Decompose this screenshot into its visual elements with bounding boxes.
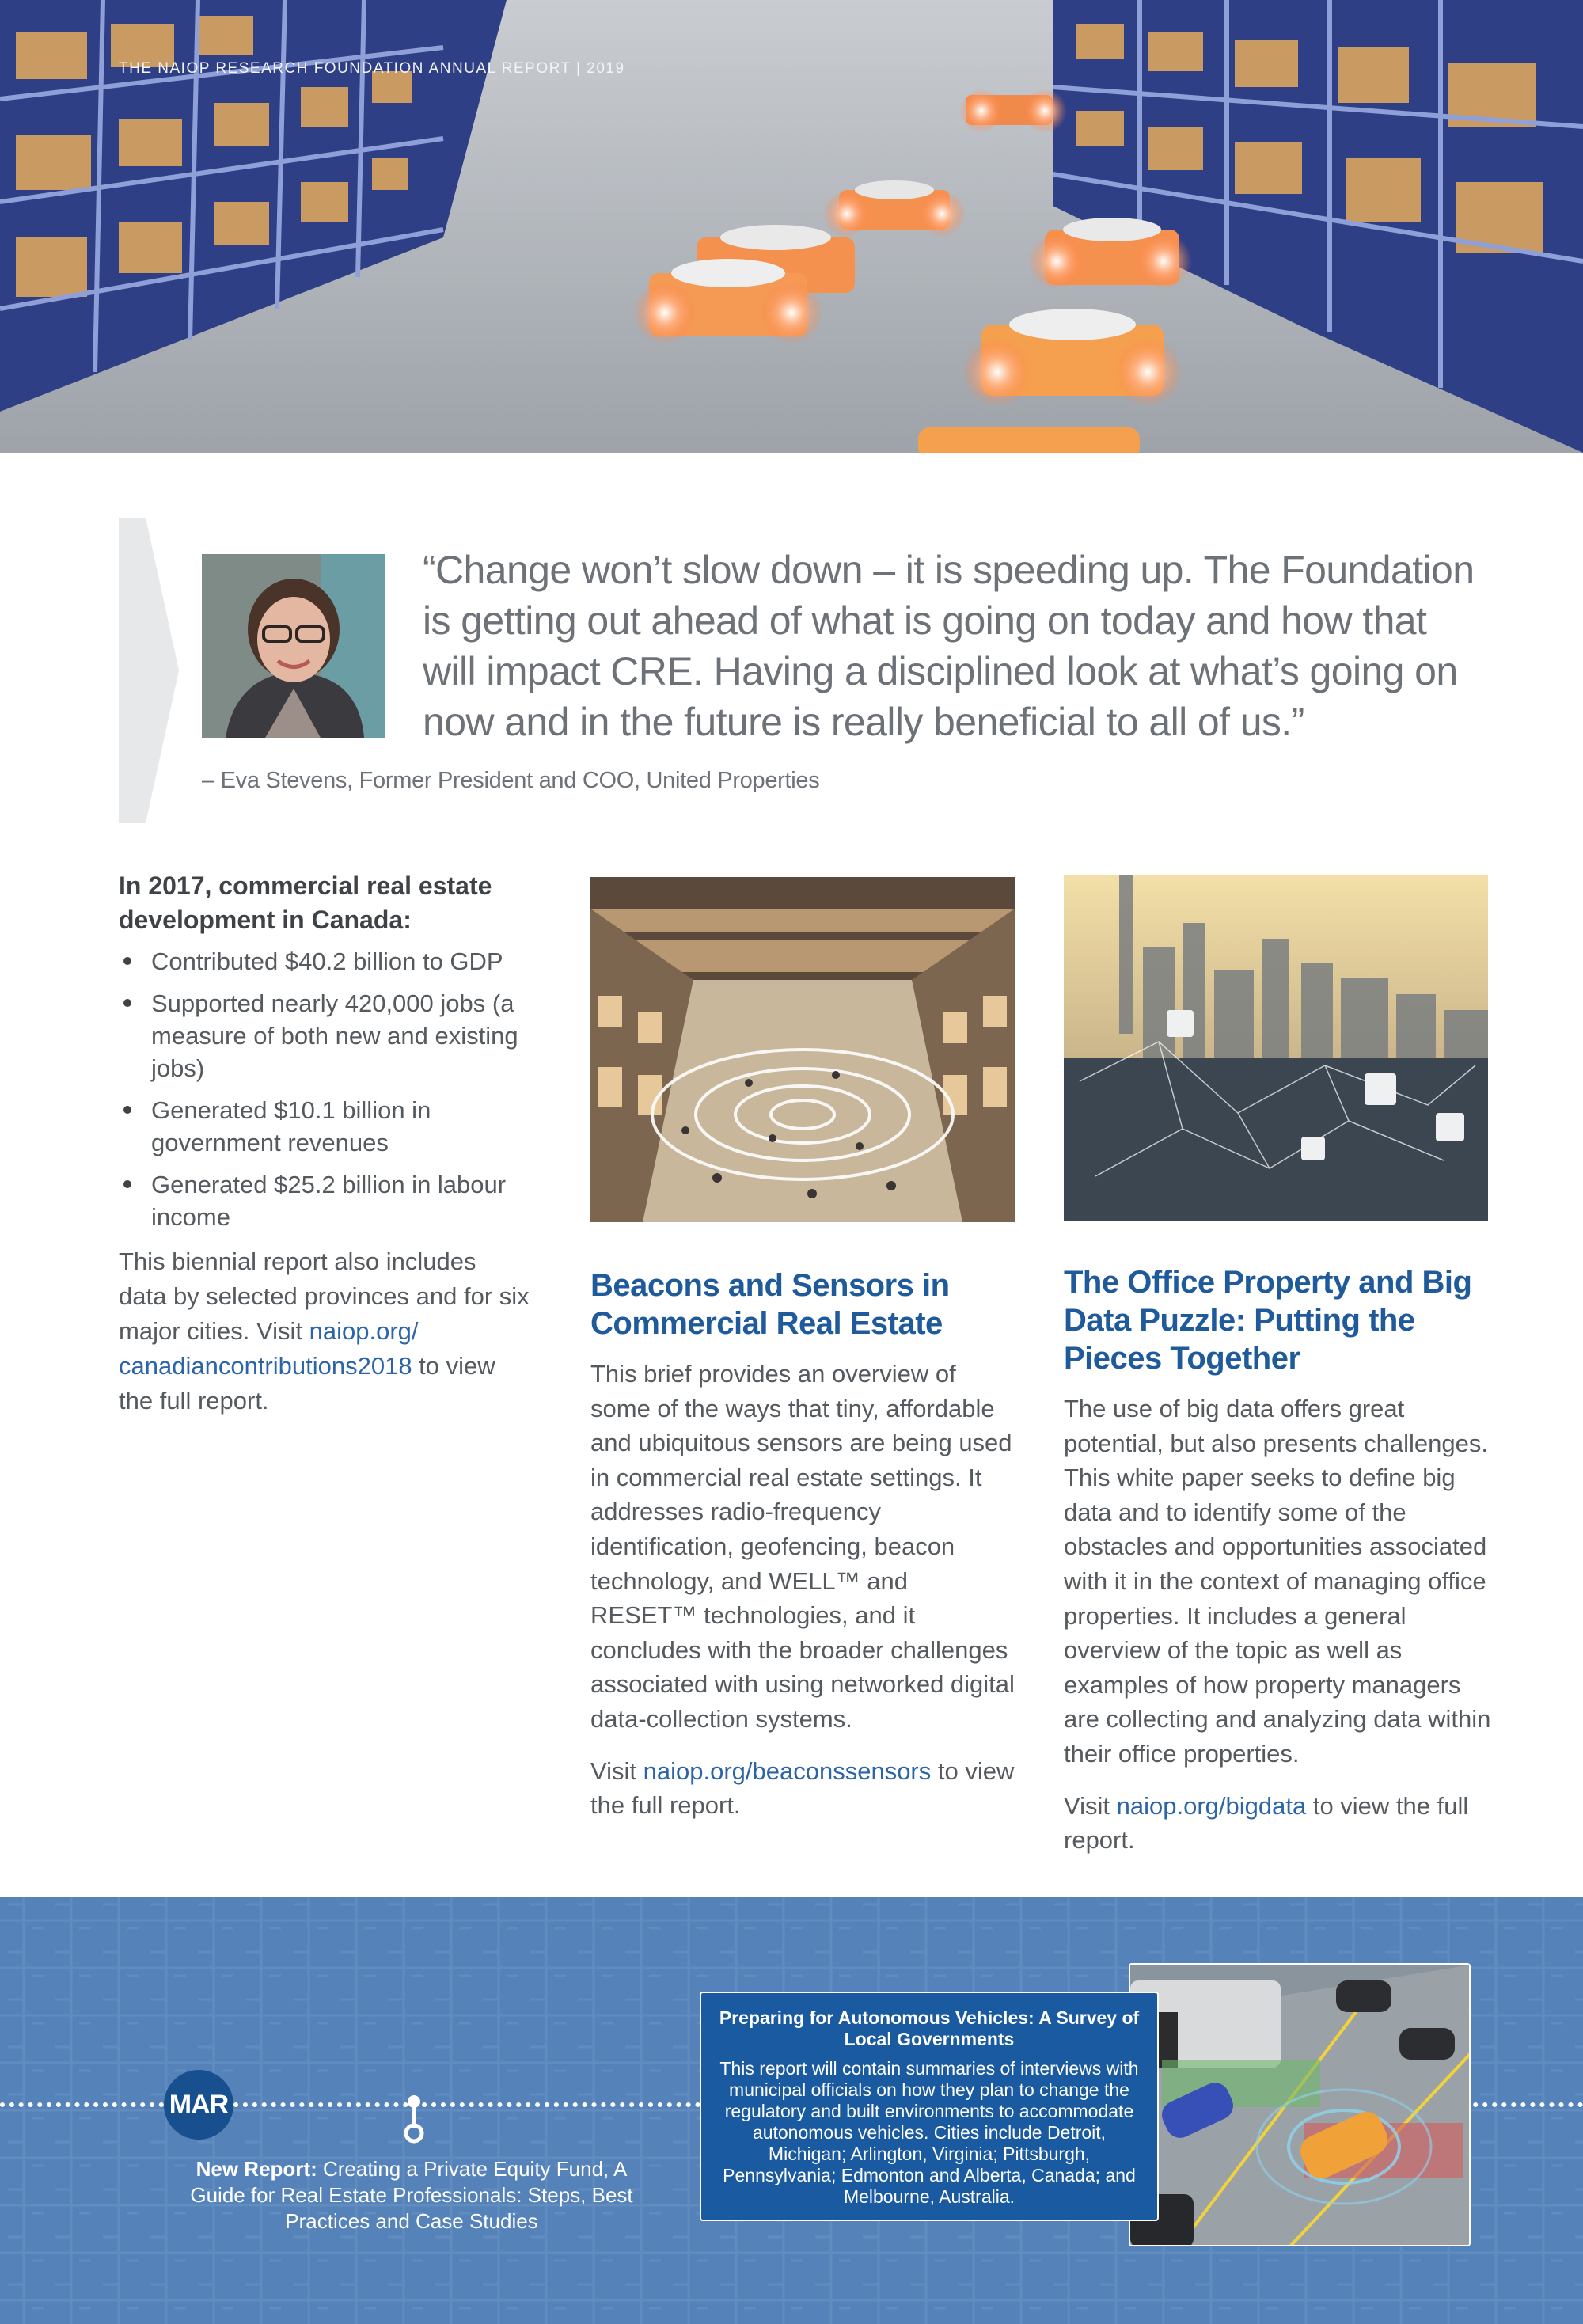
av-title: Preparing for Autonomous Vehicles: A Survey of Local Governments [719,2007,1140,2049]
timeline-dotline [233,2102,700,2107]
autonomous-vehicles-callout [700,1992,1159,2221]
bigdata-visit [1064,1789,1491,1858]
bigdata-visit-text: Visit [1064,1791,1117,1820]
beacons-visit-text: Visit [590,1756,643,1785]
canada-lead: In 2017, commercial real estate development in Canada: [119,872,492,934]
running-head: THE NAIOP RESEARCH FOUNDATION ANNUAL REPORT | 2019 [119,60,625,77]
new-report-label: New Report: [196,2157,317,2181]
beacons-title: Beacons and Sensors in Commercial Real Estate [590,1268,950,1341]
av-body: This report will contain summaries of interviews with municipal officials on how they plan to change the regulatory and built environments to accommodate autonomous vehicles. Cities include Detroit, Michigan; Arlington, Virginia; Pittsburgh, Pennsylvania; Edmonton and Alberta, Canada; and Melbourne, Australia. [719,2058,1139,2207]
canada-paragraph-text: This biennial report also includes data by selected provinces and for six major cities. Visit [119,1247,530,1345]
quote-chevron-icon [119,518,182,823]
new-report-entry [190,2156,633,2235]
canada-paragraph [119,1244,530,1418]
canada-paragraph-end: to view the full report. [119,1352,495,1415]
beacons-article [590,877,1018,1823]
new-report-text: Creating a Private Equity Fund, A Guide for Real Estate Professionals: Steps, Best Practices and Case Studies [190,2157,633,2233]
timeline-pin-icon [402,2092,426,2144]
bigdata-article [1064,875,1491,1858]
bigdata-visit-end: to view the full report. [1064,1791,1469,1855]
beacons-report-link[interactable]: naiop.org/beaconssensors [643,1756,932,1785]
beacons-visit [590,1754,1018,1823]
mall-atrium-image [590,877,1015,1222]
list-item: Generated $10.1 billion in government revenues [119,1094,530,1159]
list-item: Supported nearly 420,000 jobs (a measure of both new and existing jobs) [119,987,530,1084]
timeline-dotline [0,2102,164,2107]
bigdata-report-link[interactable]: naiop.org/bigdata [1116,1791,1307,1820]
portrait-photo [202,554,385,738]
bigdata-body: The use of big data offers great potential, but also presents challenges. This white paper seeks to define big data and to identify some of the obstacles and opportunities associated with it in the context of managing office properties. It includes a general overview of the topic as well as examples of how property managers are collecting and analyzing data within their office properties. [1064,1395,1491,1768]
list-item: Generated $25.2 billion in labour income [119,1168,530,1233]
canada-column [119,869,530,1418]
beacons-body: This brief provides an overview of some of the ways that tiny, affordable and ubiquitous sensors are being used in commercial real estate settings. It addresses radio-frequency identification, geofencing, beacon technology, and WELL™ and RESET™ technologies, and it concludes with the broader challenges associated with using networked digital data-collection systems. [590,1360,1015,1733]
hero-warehouse-image [0,0,1583,453]
pull-quote: “Change won’t slow down – it is speeding up. The Foundation is getting out ahead of what is going on today and how that will impact CRE. Having a disciplined look at what’s going on now and in the future is really beneficial to all of us.” [423,548,1475,744]
bigdata-title: The Office Property and Big Data Puzzle: Putting the Pieces Together [1064,1265,1472,1376]
canada-bullet-list [119,945,530,1233]
quote-attribution: – Eva Stevens, Former President and COO, United Properties [202,768,820,793]
autonomous-vehicles-image [1129,1963,1471,2246]
canada-report-link[interactable]: naiop.org/ canadiancontributions2018 [119,1317,419,1380]
month-marker: MAR [164,2070,233,2140]
beacons-visit-end: to view the full report. [590,1756,1015,1820]
list-item: Contributed $40.2 billion to GDP [119,945,530,978]
city-puzzle-image [1064,875,1488,1221]
